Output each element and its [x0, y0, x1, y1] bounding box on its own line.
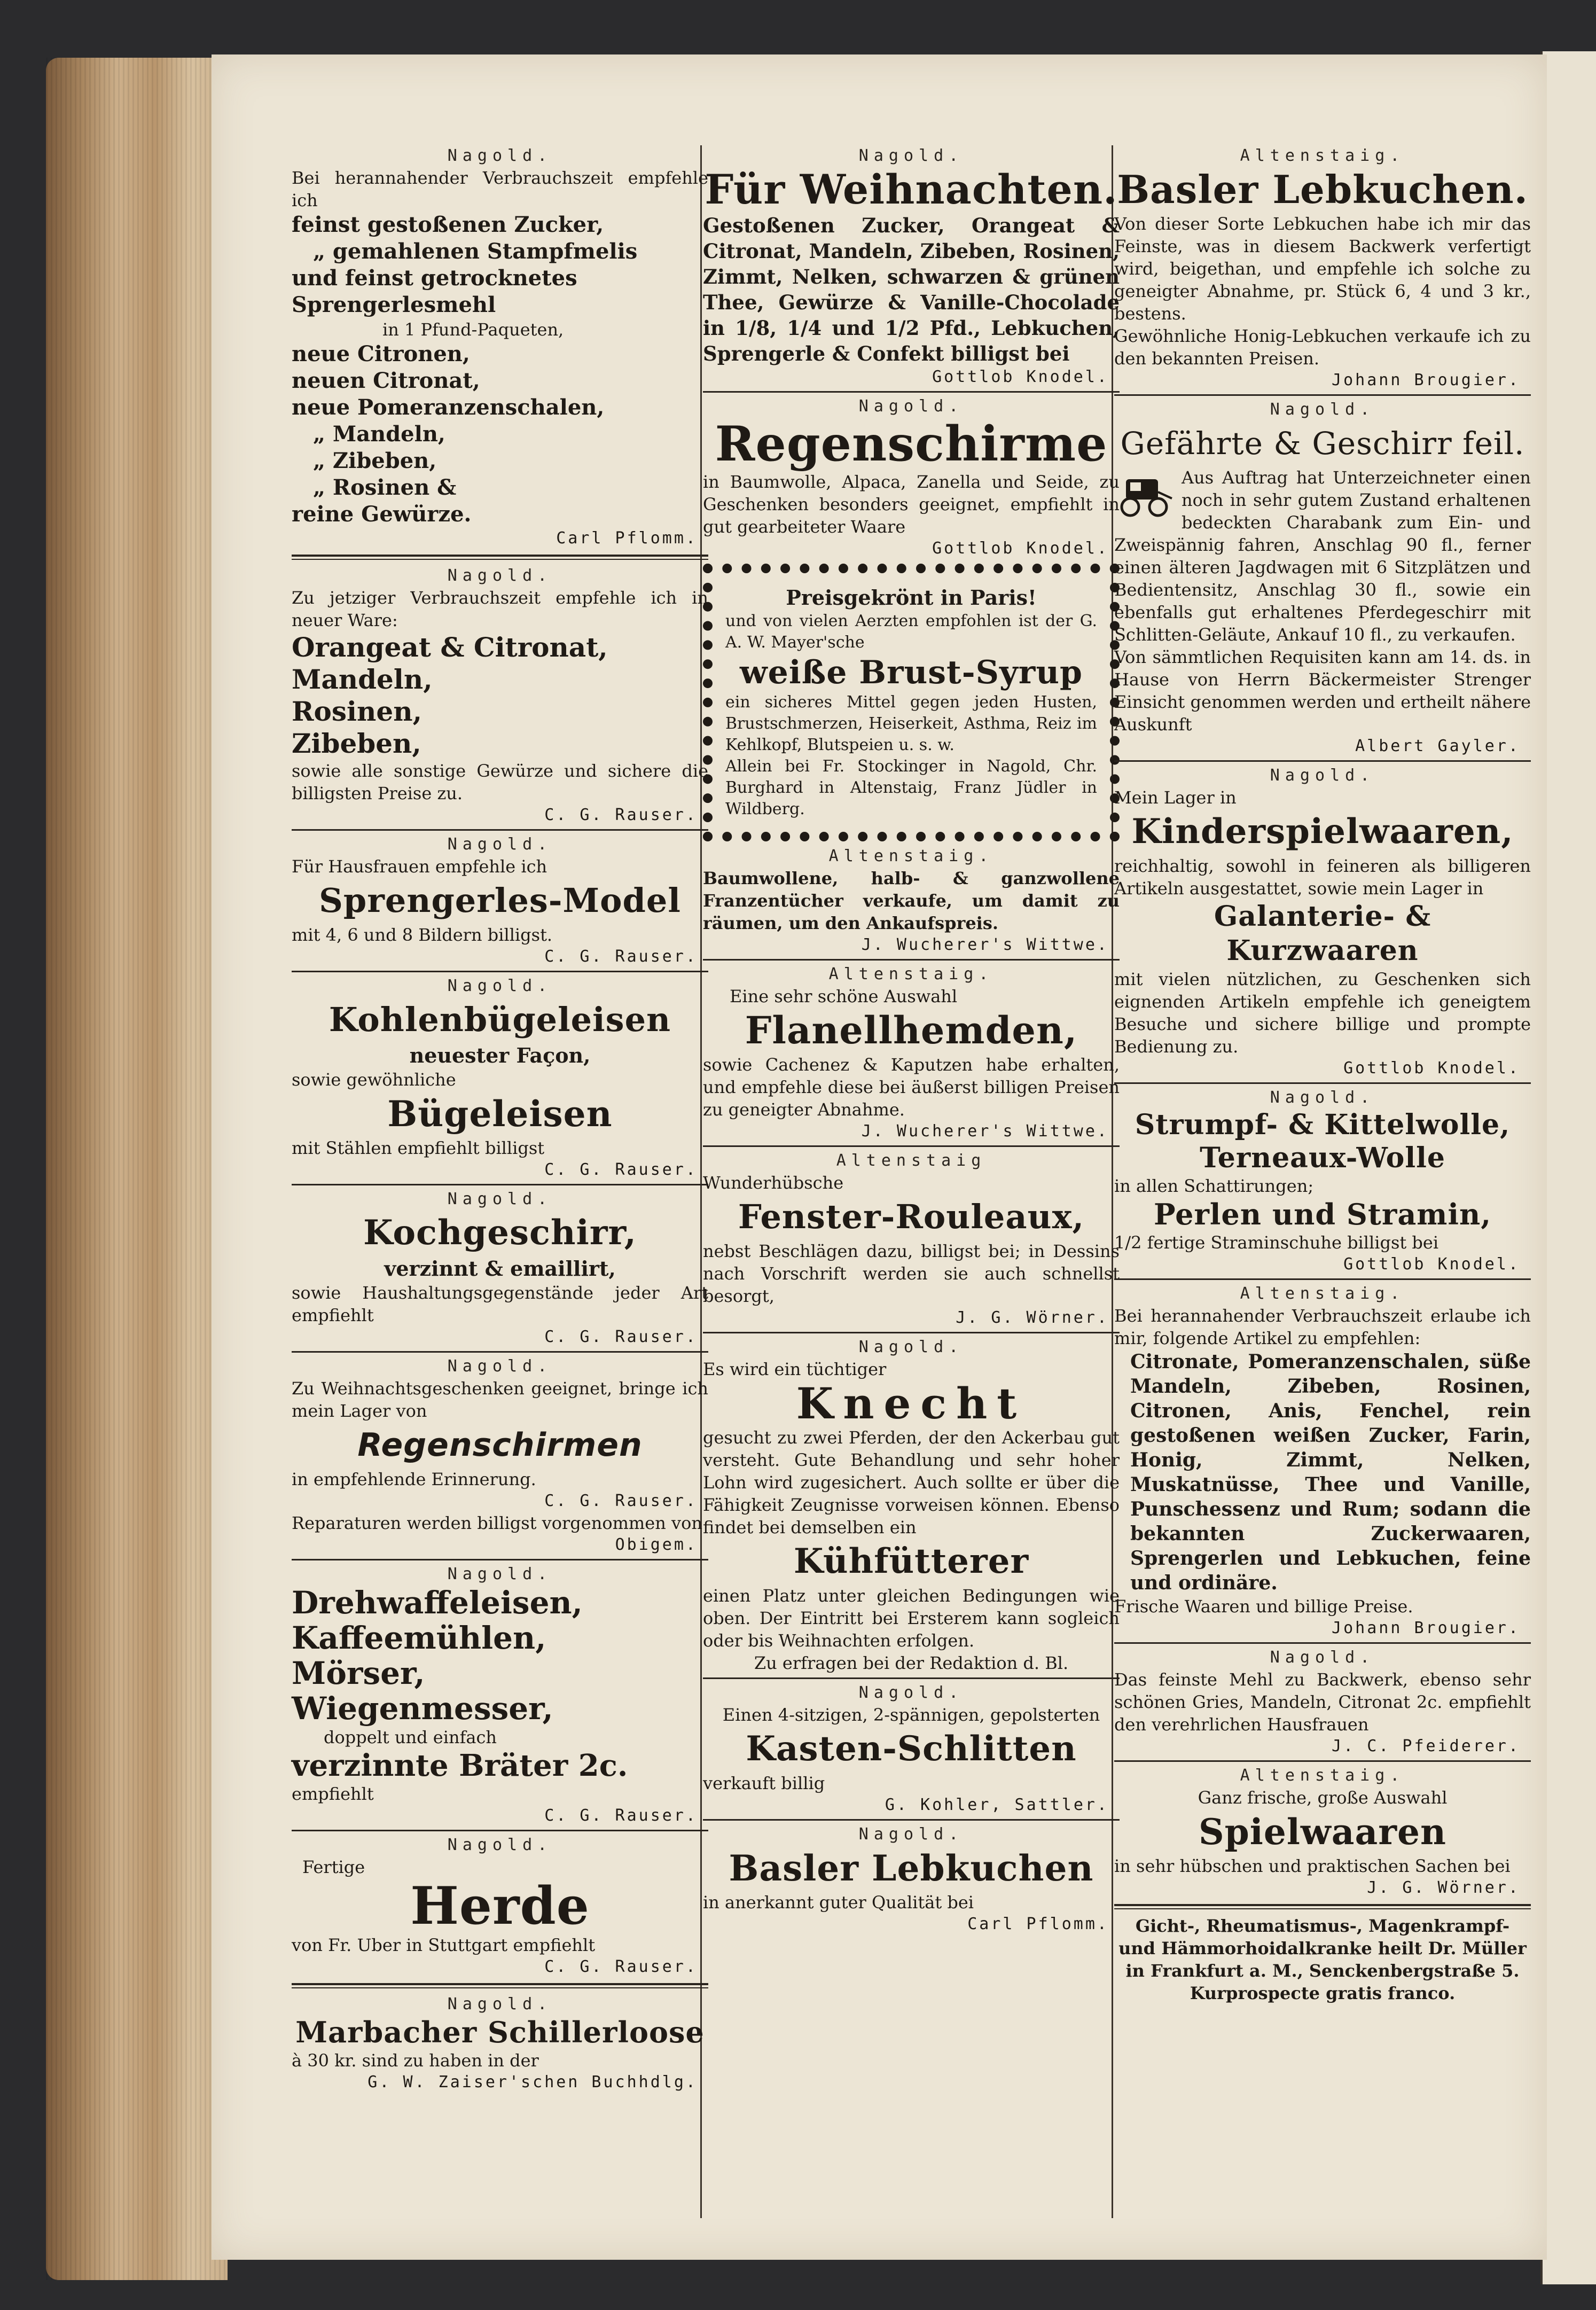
ad-headline: Wiegenmesser, [292, 1690, 553, 1727]
ad-place: Altenstaig. [828, 965, 994, 984]
divider [292, 1983, 708, 1988]
ad-brougier-lebkuchen [1114, 145, 1531, 391]
ad-text: ein sicheres Mittel gegen jeden Husten, Brustschmerzen, Heiserkeit, Asthma, Reiz im Kehlkopf, Blutspeien u. s. w. [725, 693, 1097, 754]
ad-signature: J. Wucherer's Wittwe. [861, 1122, 1109, 1141]
ad-place: Nagold. [1270, 400, 1375, 419]
ad-place: Nagold. [858, 397, 964, 416]
ad-headline: Herde [410, 1876, 590, 1936]
ad-text: Allein bei Fr. Stockinger in Nagold, Chr. Burghard in Altenstaig, Franz Jüdler in Wildberg. [725, 757, 1097, 818]
ad-headline: Flanellhemden, [745, 1008, 1078, 1052]
ad-headline: Bügeleisen [387, 1093, 613, 1135]
ad-headline: Marbacher Schillerloose [295, 2015, 705, 2049]
ad-headline: Mörser, [292, 1655, 425, 1691]
ad-signature: C. G. Rauser. [544, 806, 698, 824]
ad-signature: Carl Pflomm. [967, 1915, 1109, 1933]
ad-intro: Bei herannahender Verbrauchszeit empfehle ich [292, 168, 708, 210]
ad-brust-syrup-box [703, 564, 1120, 841]
ad-text: Von dieser Sorte Lebkuchen habe ich mir das Feinste, was in diesem Backwerk verfertigt wird, beigethan, und empfehle ich solche zu geneigter Abnahme, pr. Stück 6, 4 und 3 kr., bestens. [1114, 214, 1531, 324]
ad-text: empfiehlt [292, 1784, 374, 1804]
divider [1114, 1904, 1531, 1909]
ad-text: 1/2 fertige Straminschuhe billigst bei [1114, 1232, 1439, 1253]
ad-mueller-kurprospecte [1114, 1915, 1531, 2004]
ad-text: in sehr hübschen und praktischen Sachen bei [1114, 1856, 1511, 1876]
ad-text: Das feinste Mehl zu Backwerk, ebenso sehr schönen Gries, Mandeln, Citronat 2c. empfiehlt den verehrlichen Hausfrauen [1114, 1669, 1531, 1735]
ad-signature: J. G. Wörner. [1367, 1878, 1520, 1897]
ad-intro: Ganz frische, große Auswahl [1198, 1788, 1448, 1808]
ad-headline: Spielwaaren [1198, 1811, 1447, 1853]
ad-text: reichhaltig, sowohl in feineren als billigeren Artikeln ausgestattet, sowie mein Lager in [1114, 856, 1531, 899]
ad-text: Von sämmtlichen Requisiten kann am 14. ds. in Hause von Herrn Bäckermeister Strenger Einsicht genommen werden und ertheilt nähere Auskunft [1114, 647, 1531, 735]
ad-note: doppelt und einfach [324, 1727, 497, 1747]
divider [703, 959, 1120, 961]
divider [292, 829, 708, 831]
ad-text: einen Platz unter gleichen Bedingungen wie oben. Der Eintritt bei Ersterem kann sogleich oder bis Weihnachten erfolgen. [703, 1586, 1120, 1651]
ad-place: Altenstaig. [1240, 1766, 1405, 1785]
ad-headline: Regenschirme [715, 416, 1108, 472]
divider [1114, 394, 1531, 396]
ad-rauser-orangeat [292, 565, 708, 826]
ad-headline: Rosinen, [292, 696, 422, 727]
column-middle [703, 145, 1120, 1937]
facing-page-edge [1540, 51, 1596, 2284]
ad-repair-note: Reparaturen werden billigst vorgenommen von [292, 1513, 702, 1533]
ad-headline: Kinderspielwaaren, [1131, 811, 1514, 852]
ad-rauser-regenschirme [292, 1356, 708, 1556]
ad-place: Nagold. [447, 146, 553, 165]
ad-text: in anerkannt guter Qualität bei [703, 1892, 974, 1913]
ad-signature: Johann Brougier. [1332, 1619, 1520, 1637]
ad-place: Altenstaig. [828, 847, 994, 865]
ad-headline: weiße Brust-Syrup [740, 654, 1083, 691]
ad-place: Altenstaig. [1240, 1284, 1405, 1303]
divider [292, 1559, 708, 1560]
ad-text: verkauft billig [703, 1773, 825, 1793]
ad-rauser-kochgeschirr [292, 1189, 708, 1348]
ad-gayler-gefaehrte [1114, 399, 1531, 757]
ad-intro: Wunderhübsche [703, 1173, 844, 1193]
ad-text: à 30 kr. sind zu haben in der [292, 2050, 539, 2071]
ad-pflomm-spices [292, 145, 708, 549]
ad-headline: Gefährte & Geschirr feil. [1120, 425, 1525, 462]
ad-place: Nagold. [447, 1565, 553, 1583]
ad-headline: Kühfütterer [793, 1541, 1029, 1581]
ad-text: Gewöhnliche Honig-Lebkuchen verkaufe ich zu den bekannten Preisen. [1114, 326, 1531, 369]
ad-rauser-herde [292, 1835, 708, 1978]
ad-intro: Eine sehr schöne Auswahl [730, 986, 958, 1006]
ad-rauser-haushalt [292, 1564, 708, 1827]
ad-pflomm-lebkuchen [703, 1824, 1120, 1935]
ad-signature: Gottlob Knodel. [1343, 1059, 1520, 1078]
ad-signature: C. G. Rauser. [544, 1492, 698, 1510]
ad-place: Nagold. [447, 835, 553, 854]
ad-intro: Zu jetziger Verbrauchszeit empfehle ich in neuer Ware: [292, 588, 708, 630]
ad-signature: G. W. Zaiser'schen Buchhdlg. [367, 2073, 698, 2092]
ad-text: Zu erfragen bei der Redaktion d. Bl. [754, 1653, 1069, 1673]
ad-signature: Johann Brougier. [1332, 371, 1520, 389]
ad-headline: Basler Lebkuchen [729, 1847, 1094, 1889]
ad-knodel-spielwaaren [1114, 765, 1531, 1079]
ad-headline: Für Weihnachten. [705, 166, 1118, 213]
ad-text: sowie alle sonstige Gewürze und sichere die billigsten Preise zu. [292, 761, 708, 803]
column-right [1114, 145, 1531, 2007]
ad-place: Nagold. [1270, 1088, 1375, 1107]
ad-text: in empfehlende Erinnerung. [292, 1469, 536, 1489]
ad-knodel-weihnachten [703, 145, 1120, 388]
ad-text: in Baumwolle, Alpaca, Zanella und Seide, zu Geschenken besonders geeignet, empfiehlt in gut gearbeiteter Waare [703, 472, 1120, 537]
list-item: neuen Citronat, [292, 368, 480, 393]
ad-text: mit vielen nützlichen, zu Geschenken sich eignenden Artikeln empfehle ich geneigtem Besuche und sichere billige und prompte Bedienung zu. [1114, 969, 1531, 1057]
ad-woerner-spielwaaren [1114, 1765, 1531, 1899]
ad-wucherer-flanellhemden [703, 964, 1120, 1142]
ad-text: sowie Cachenez & Kaputzen habe erhalten, und empfehle diese bei äußerst billigen Preisen zu geneigter Abnahme. [703, 1055, 1120, 1120]
ad-place: Nagold. [858, 1683, 964, 1702]
ad-note: in 1 Pfund-Paqueten, [382, 319, 564, 340]
ad-signature: G. Kohler, Sattler. [885, 1796, 1109, 1814]
ad-headline: Perlen und Stramin, [1153, 1197, 1492, 1231]
ad-rauser-model [292, 834, 708, 967]
book-page-edges [46, 58, 228, 2280]
ad-place: Nagold. [858, 1338, 964, 1356]
ad-signature: Obigem. [615, 1535, 698, 1554]
ad-place: Nagold. [447, 1836, 553, 1854]
ad-signature: J. C. Pfeiderer. [1332, 1737, 1520, 1755]
ad-headline: Kasten-Schlitten [746, 1729, 1077, 1769]
ad-intro: Es wird ein tüchtiger [703, 1359, 887, 1379]
ad-text: mit Stählen empfiehlt billigst [292, 1138, 545, 1158]
divider [1114, 760, 1531, 762]
ad-signature: C. G. Rauser. [544, 1160, 698, 1179]
ad-place: Altenstaig [836, 1151, 987, 1170]
ad-signature: Albert Gayler. [1355, 737, 1520, 755]
ad-place: Nagold. [447, 1190, 553, 1208]
ad-place: Nagold. [447, 977, 553, 995]
ad-text: in allen Schattirungen; [1114, 1176, 1314, 1196]
ad-text: Bei herannahender Verbrauchszeit erlaube ich mir, folgende Artikel zu empfehlen: [1114, 1306, 1531, 1348]
ad-signature: C. G. Rauser. [544, 1957, 698, 1976]
ad-place: Nagold. [858, 146, 964, 165]
ad-headline: verzinnte Bräter 2c. [292, 1748, 628, 1783]
ad-signature: Gottlob Knodel. [932, 368, 1109, 386]
ad-place: Nagold. [447, 1357, 553, 1376]
ad-subheadline: verzinnt & emaillirt, [384, 1257, 616, 1281]
newspaper-page [212, 54, 1547, 2260]
ad-text: mit 4, 6 und 8 Bildern billigst. [292, 925, 553, 945]
list-item: reine Gewürze. [292, 502, 472, 527]
divider [1114, 1278, 1531, 1280]
list-item: neue Pomeranzenschalen, [292, 395, 605, 420]
list-item: „ Rosinen & [313, 475, 457, 500]
ad-place: Altenstaig. [1240, 146, 1405, 165]
ad-headline: Sprengerles-Model [319, 881, 681, 920]
ad-text: Frische Waaren und billige Preise. [1114, 1596, 1413, 1617]
ad-knecht-gesucht [703, 1337, 1120, 1674]
divider [292, 1184, 708, 1185]
ad-text: von Fr. Uber in Stuttgart empfiehlt [292, 1935, 596, 1955]
divider [1114, 1760, 1531, 1762]
ad-headline: Drehwaffeleisen, [292, 1585, 583, 1621]
ad-brougier-artikel [1114, 1283, 1531, 1639]
divider [292, 1830, 708, 1831]
ad-intro: Für Hausfrauen empfehle ich [292, 856, 547, 877]
ad-headline: Knecht [796, 1378, 1027, 1429]
divider [292, 1351, 708, 1353]
ad-place: Nagold. [858, 1825, 964, 1844]
divider [703, 1819, 1120, 1821]
ad-rauser-buegeleisen [292, 975, 708, 1181]
divider [703, 1145, 1120, 1147]
ad-place: Nagold. [447, 566, 553, 585]
ad-intro: Fertige [302, 1857, 365, 1877]
list-item: und feinst getrocknetes Sprengerlesmehl [292, 266, 577, 317]
ad-signature: C. G. Rauser. [544, 1806, 698, 1825]
ad-headline: Kochgeschirr, [363, 1213, 637, 1253]
ad-signature: Gottlob Knodel. [932, 539, 1109, 558]
ad-text: nebst Beschlägen dazu, billigst bei; in Dessins nach Vorschrift werden sie auch schnellst besorgt, [703, 1241, 1120, 1306]
ad-headline: Terneaux-Wolle [1200, 1142, 1445, 1174]
ad-headline: Mandeln, [292, 664, 433, 695]
ad-top-line: Preisgekrönt in Paris! [786, 586, 1037, 610]
divider [703, 1677, 1120, 1679]
ad-text: und von vielen Aerzten empfohlen ist der G. A. W. Mayer'sche [725, 612, 1097, 652]
ad-text: Aus Auftrag hat Unterzeichneter einen noch in sehr gutem Zustand erhaltenen bedeckten Charabank zum Ein- und Zweispännig fahren, Anschlag 90 fl., ferner einen älteren Jagdwagen mit 6 Sitzplätzen und Bedientensitz, Anschlag 30 fl., sowie ein ebenfalls gut erhaltenes Pferdegeschirr mit Schlitten-Geläute, Ankauf 10 fl., zu verkaufen. [1114, 467, 1531, 645]
ad-pfeiderer-mehl [1114, 1647, 1531, 1757]
ad-place: Nagold. [1270, 1648, 1375, 1667]
divider [703, 1332, 1120, 1333]
ad-signature: Carl Pflomm. [556, 529, 698, 548]
ad-headline: Zibeben, [292, 728, 421, 759]
list-item: feinst gestoßenen Zucker, [292, 212, 604, 237]
ad-headline: Strumpf- & Kittelwolle, [1135, 1109, 1511, 1141]
ad-headline: Kohlenbügeleisen [328, 1000, 671, 1039]
ad-text: Gestoßenen Zucker, Orangeat & Citronat, Mandeln, Zibeben, Rosinen, Zimmt, Nelken, schwarzen & grünen Thee, Gewürze & Vanille-Chocolade in 1/8, 1/4 und 1/2 Pfd., Lebkuchen, Sprengerle & Confekt billigst bei [703, 214, 1120, 365]
list-item: „ Zibeben, [313, 448, 437, 473]
ad-body: Citronate, Pomeranzenschalen, süße Mandeln, Zibeben, Rosinen, Citronen, Anis, Fenchel, rein gestoßenen weißen Zucker, Farin, Honig, Zimmt, Nelken, Muskatnüsse, Thee und Vanille, Punschessenz und Rum; sodann die bekannten Zuckerwaaren, Sprengerlen und Lebkuchen, feine und ordinäre. [1130, 1351, 1531, 1594]
ad-text: Zu Weihnachtsgeschenken geeignet, bringe ich mein Lager von [292, 1378, 708, 1421]
divider [292, 971, 708, 972]
ad-intro: Mein Lager in [1114, 787, 1237, 808]
ad-intro: Einen 4-sitzigen, 2-spännigen, gepolsterten [722, 1705, 1100, 1725]
list-item: neue Citronen, [292, 341, 470, 366]
ad-headline: Orangeat & Citronat, [292, 631, 608, 663]
ad-signature: C. G. Rauser. [544, 1328, 698, 1346]
ad-text: gesucht zu zwei Pferden, der den Ackerbau gut versteht. Gute Behandlung und sehr hoher Lohn wird zugesichert. Auch sollte er über die Fähigkeit Zeugnisse vorweisen können. Ebenso findet bei demselben ein [703, 1427, 1120, 1538]
ad-text: sowie Haushaltungsgegenstände jeder Art empfiehlt [292, 1283, 708, 1325]
ad-zaiser-schillerloose [292, 1994, 708, 2093]
divider [703, 391, 1120, 393]
ad-signature: J. G. Wörner. [956, 1308, 1109, 1327]
ad-headline: Regenschirmen [357, 1426, 643, 1464]
ad-signature: C. G. Rauser. [544, 947, 698, 966]
ad-text: Baumwollene, halb- & ganzwollene Franzentücher verkaufe, um damit zu räumen, um den Ankaufspreis. [703, 868, 1120, 933]
ad-headline: Galanterie- & Kurzwaaren [1214, 900, 1431, 967]
list-item: „ gemahlenen Stampfmelis [313, 239, 638, 264]
ad-wucherer-franzentuecher [703, 846, 1120, 956]
ad-text: sowie gewöhnliche [292, 1070, 456, 1090]
ad-place: Nagold. [447, 1995, 553, 2014]
carriage-icon [1114, 471, 1173, 519]
ad-knodel-wolle [1114, 1087, 1531, 1275]
ad-headline: Kaffeemühlen, [292, 1620, 546, 1656]
ad-kohler-schlitten [703, 1682, 1120, 1816]
divider [292, 555, 708, 560]
list-item: „ Mandeln, [313, 422, 445, 447]
ad-text: Gicht-, Rheumatismus-, Magenkrampf- und Hämmorhoidalkranke heilt Dr. Müller in Frankfurt a. M., Senckenbergstraße 5. Kurprospecte gratis franco. [1118, 1916, 1527, 2003]
ad-headline: Fenster-Rouleaux, [738, 1197, 1085, 1236]
ad-woerner-rouleaux [703, 1150, 1120, 1329]
ad-place: Nagold. [1270, 766, 1375, 785]
ad-headline: Basler Lebkuchen. [1117, 167, 1528, 212]
divider [1114, 1642, 1531, 1644]
ad-signature: Gottlob Knodel. [1343, 1255, 1520, 1274]
ad-signature: J. Wucherer's Wittwe. [861, 935, 1109, 954]
ad-knodel-regenschirme [703, 396, 1120, 559]
column-left [292, 145, 708, 2095]
ad-subheadline: neuester Façon, [409, 1043, 591, 1067]
divider [1114, 1082, 1531, 1084]
